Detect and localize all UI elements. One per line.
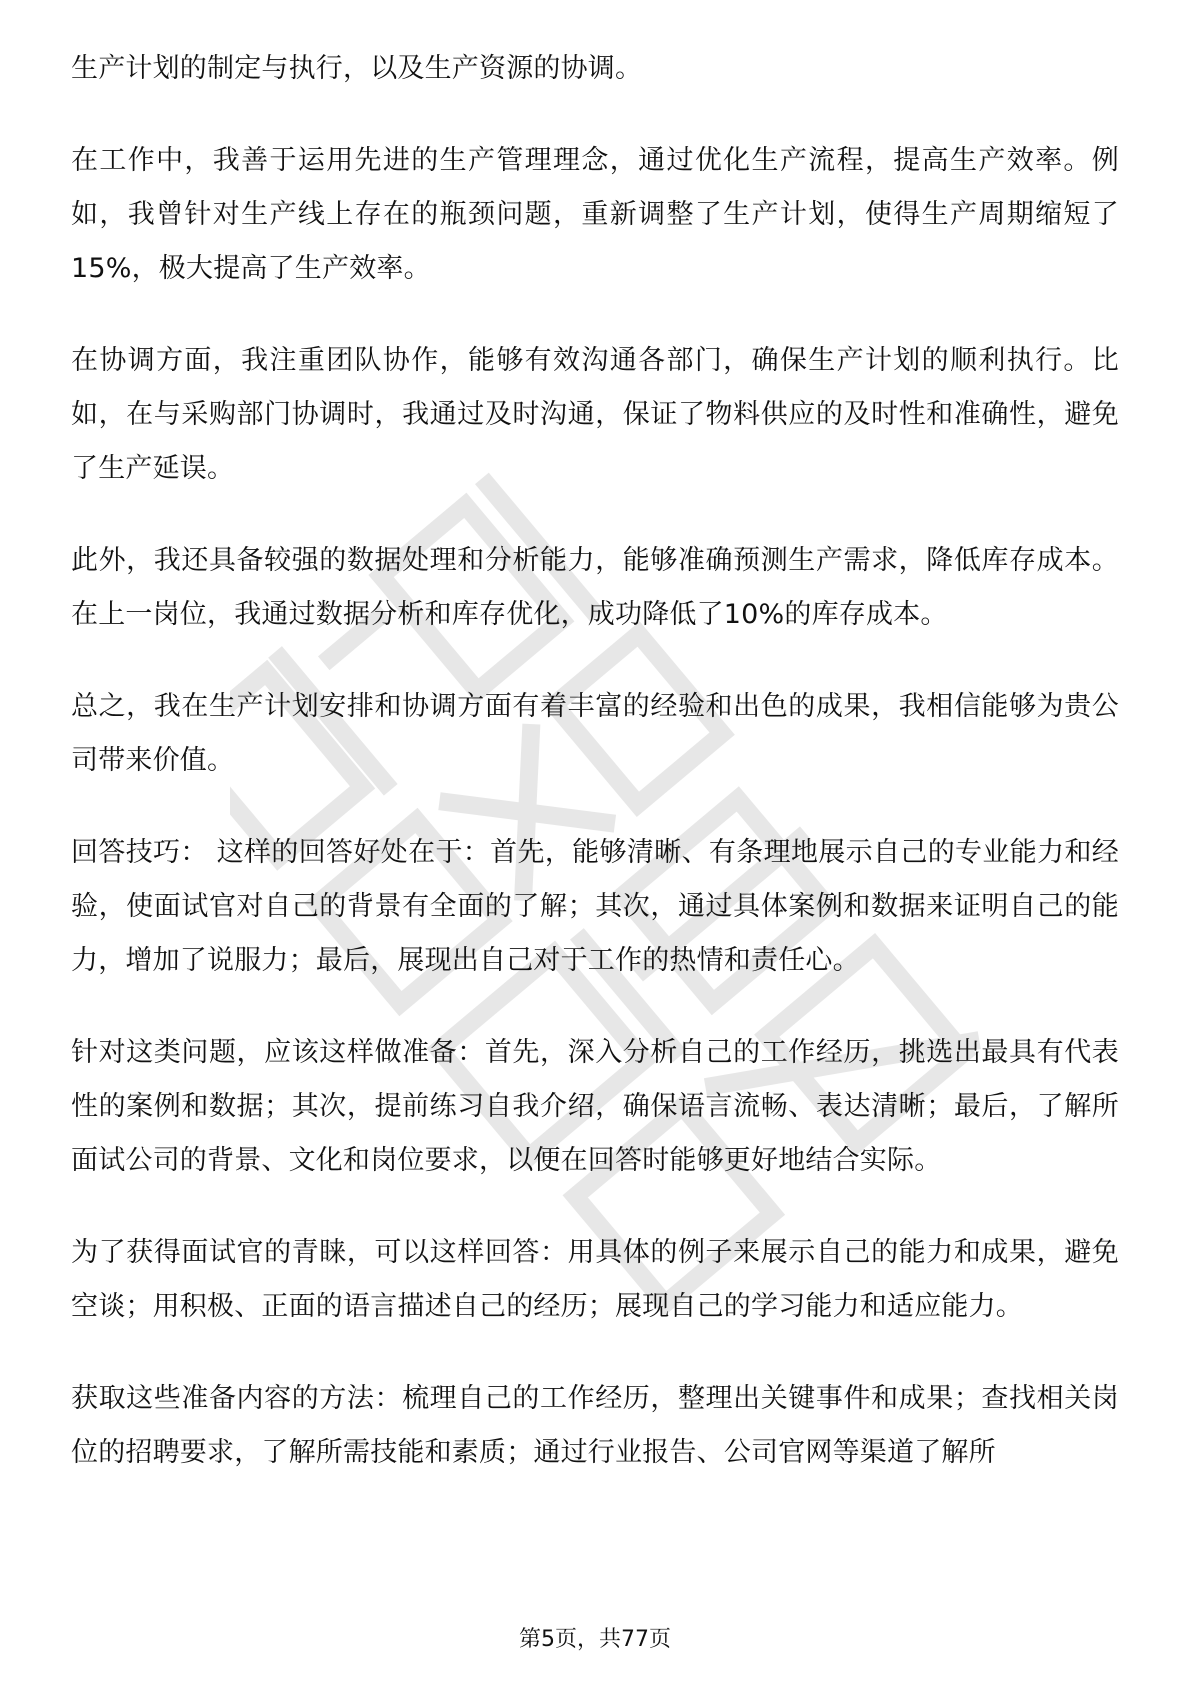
page-number: 第5页，共77页 [519,1627,671,1652]
document-body [71,42,1119,1518]
paragraph: 总之，我在生产计划安排和协调方面有着丰富的经验和出色的成果，我相信能够为贵公司带来价值。 [71,691,1119,776]
paragraph: 此外，我还具备较强的数据处理和分析能力，能够准确预测生产需求，降低库存成本。在上一岗位，我通过数据分析和库存优化，成功降低了10%的库存成本。 [71,545,1119,630]
paragraph: 回答技巧： 这样的回答好处在于：首先，能够清晰、有条理地展示自己的专业能力和经验，使面试官对自己的背景有全面的了解；其次，通过具体案例和数据来证明自己的能力，增加了说服力；最后，展现出自己对于工作的热情和责任心。 [71,837,1119,976]
paragraph: 在工作中，我善于运用先进的生产管理理念，通过优化生产流程，提高生产效率。例如，我曾针对生产线上存在的瓶颈问题，重新调整了生产计划，使得生产周期缩短了15%，极大提高了生产效率。 [71,145,1119,284]
paragraph: 针对这类问题，应该这样做准备：首先，深入分析自己的工作经历，挑选出最具有代表性的案例和数据；其次，提前练习自我介绍，确保语言流畅、表达清晰；最后，了解所面试公司的背景、文化和岗位要求，以便在回答时能够更好地结合实际。 [71,1037,1119,1176]
paragraph: 在协调方面，我注重团队协作，能够有效沟通各部门，确保生产计划的顺利执行。比如，在与采购部门协调时，我通过及时沟通，保证了物料供应的及时性和准确性，避免了生产延误。 [71,345,1119,484]
paragraph: 生产计划的制定与执行，以及生产资源的协调。 [71,53,643,84]
paragraph: 为了获得面试官的青睐，可以这样回答：用具体的例子来展示自己的能力和成果，避免空谈；用积极、正面的语言描述自己的经历；展现自己的学习能力和适应能力。 [71,1237,1119,1322]
paragraph: 获取这些准备内容的方法：梳理自己的工作经历，整理出关键事件和成果；查找相关岗位的招聘要求，了解所需技能和素质；通过行业报告、公司官网等渠道了解所 [71,1383,1119,1468]
